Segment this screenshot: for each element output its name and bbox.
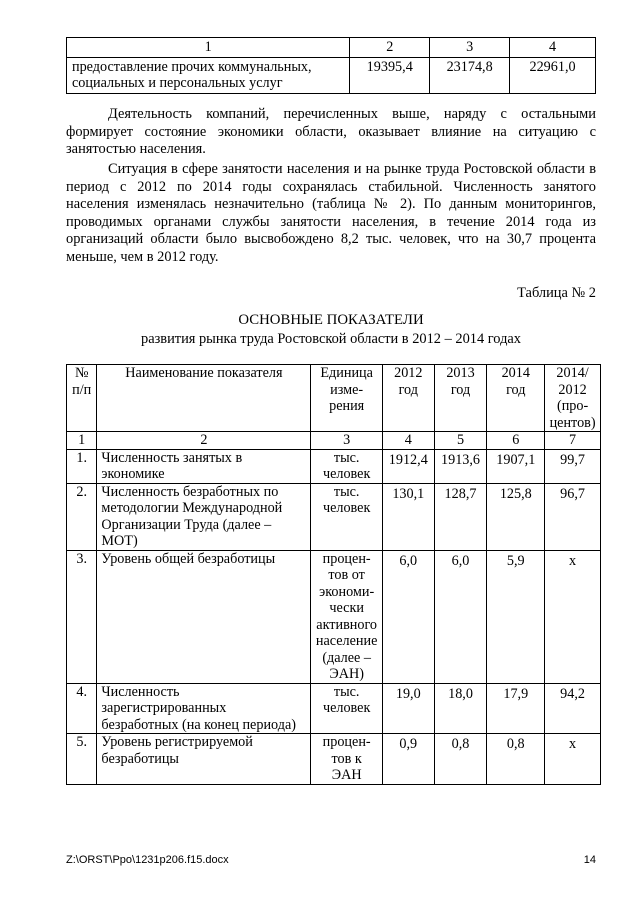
table-row — [67, 483, 601, 550]
table-row — [67, 734, 601, 785]
header-2013: 2013 год — [434, 365, 487, 432]
header-num: № п/п — [67, 365, 97, 432]
row-name: Численность безработных по методологии Международной Организации Труда (далее – МОТ) — [97, 483, 311, 550]
value-2014: 125,8 — [487, 483, 545, 550]
row-num: 4. — [67, 683, 97, 734]
value-2013: 1913,6 — [434, 449, 487, 483]
value-ratio: х — [545, 734, 601, 785]
column-number-cell: 7 — [545, 432, 601, 450]
value-2013: 6,0 — [434, 550, 487, 683]
value-2014: 1907,1 — [487, 449, 545, 483]
value-2014: 5,9 — [487, 550, 545, 683]
paragraph: Деятельность компаний, перечисленных выше, наряду с остальными формирует состояние экономики области, оказывает влияние на ситуацию с занятостью населения. — [66, 106, 596, 158]
value-2013: 128,7 — [434, 483, 487, 550]
column-number-cell: 6 — [487, 432, 545, 450]
table-row — [67, 683, 601, 734]
row-name: Уровень общей безработицы — [97, 550, 311, 683]
row-name: Численность зарегистрированных безработных (на конец периода) — [97, 683, 311, 734]
column-number-row — [67, 432, 601, 450]
column-number-cell: 3 — [311, 432, 383, 450]
value-cell: 23174,8 — [430, 57, 510, 93]
table-row — [67, 57, 596, 93]
row-num: 5. — [67, 734, 97, 785]
paragraph: Ситуация в сфере занятости населения и на рынке труда Ростовской области в период с 2012 по 2014 годы сохранялась стабильной. Численность занятого населения изменялась незначительно (таблица № 2). По данным мониторингов, проводимых органами службы занятости населения, в течение 2014 года из организаций области было высвобождено 8,2 тыс. человек, что на 30,7 процента меньше, чем в 2012 году. — [66, 161, 596, 265]
value-2012: 0,9 — [382, 734, 434, 785]
row-name: Численность занятых в экономике — [97, 449, 311, 483]
value-2013: 0,8 — [434, 734, 487, 785]
row-num: 3. — [67, 550, 97, 683]
table-title: ОСНОВНЫЕ ПОКАЗАТЕЛИ — [238, 312, 424, 328]
value-2012: 19,0 — [382, 683, 434, 734]
value-cell: 19395,4 — [350, 57, 430, 93]
header-name: Наименование показателя — [97, 365, 311, 432]
header-2014: 2014 год — [487, 365, 545, 432]
value-2014: 0,8 — [487, 734, 545, 785]
row-unit: тыс. человек — [311, 683, 383, 734]
value-ratio: 94,2 — [545, 683, 601, 734]
row-unit: процен-тов к ЭАН — [311, 734, 383, 785]
column-number-cell: 2 — [97, 432, 311, 450]
header-ratio: 2014/ 2012 (про-центов) — [545, 365, 601, 432]
table-subtitle: развития рынка труда Ростовской области в 2012 – 2014 годах — [141, 331, 521, 347]
file-path: Z:\ORST\Ppo\1231p206.f15.docx — [66, 854, 229, 866]
column-number-cell: 2 — [350, 38, 430, 58]
value-ratio: 99,7 — [545, 449, 601, 483]
row-name-cell: предоставление прочих коммунальных, социальных и персональных услуг — [67, 57, 350, 93]
table-header-row — [67, 38, 596, 58]
row-unit: процен-тов от экономи-чески активного население (далее – ЭАН) — [311, 550, 383, 683]
column-number-cell: 1 — [67, 38, 350, 58]
value-cell: 22961,0 — [510, 57, 596, 93]
labor-market-table — [66, 364, 601, 785]
value-2012: 130,1 — [382, 483, 434, 550]
value-2014: 17,9 — [487, 683, 545, 734]
column-number-cell: 5 — [434, 432, 487, 450]
table-row — [67, 449, 601, 483]
table-header-row — [67, 365, 601, 432]
row-num: 1. — [67, 449, 97, 483]
column-number-cell: 3 — [430, 38, 510, 58]
page-number: 14 — [583, 854, 596, 866]
value-2012: 6,0 — [382, 550, 434, 683]
row-name: Уровень регистрируемой безработицы — [97, 734, 311, 785]
value-2013: 18,0 — [434, 683, 487, 734]
column-number-cell: 1 — [67, 432, 97, 450]
table-row — [67, 550, 601, 683]
header-2012: 2012 год — [382, 365, 434, 432]
row-unit: тыс. человек — [311, 449, 383, 483]
value-ratio: 96,7 — [545, 483, 601, 550]
value-2012: 1912,4 — [382, 449, 434, 483]
continuation-table — [66, 37, 596, 94]
column-number-cell: 4 — [510, 38, 596, 58]
row-num: 2. — [67, 483, 97, 550]
header-unit: Единица изме-рения — [311, 365, 383, 432]
value-ratio: х — [545, 550, 601, 683]
table-label: Таблица № 2 — [517, 285, 596, 301]
column-number-cell: 4 — [382, 432, 434, 450]
row-unit: тыс. человек — [311, 483, 383, 550]
